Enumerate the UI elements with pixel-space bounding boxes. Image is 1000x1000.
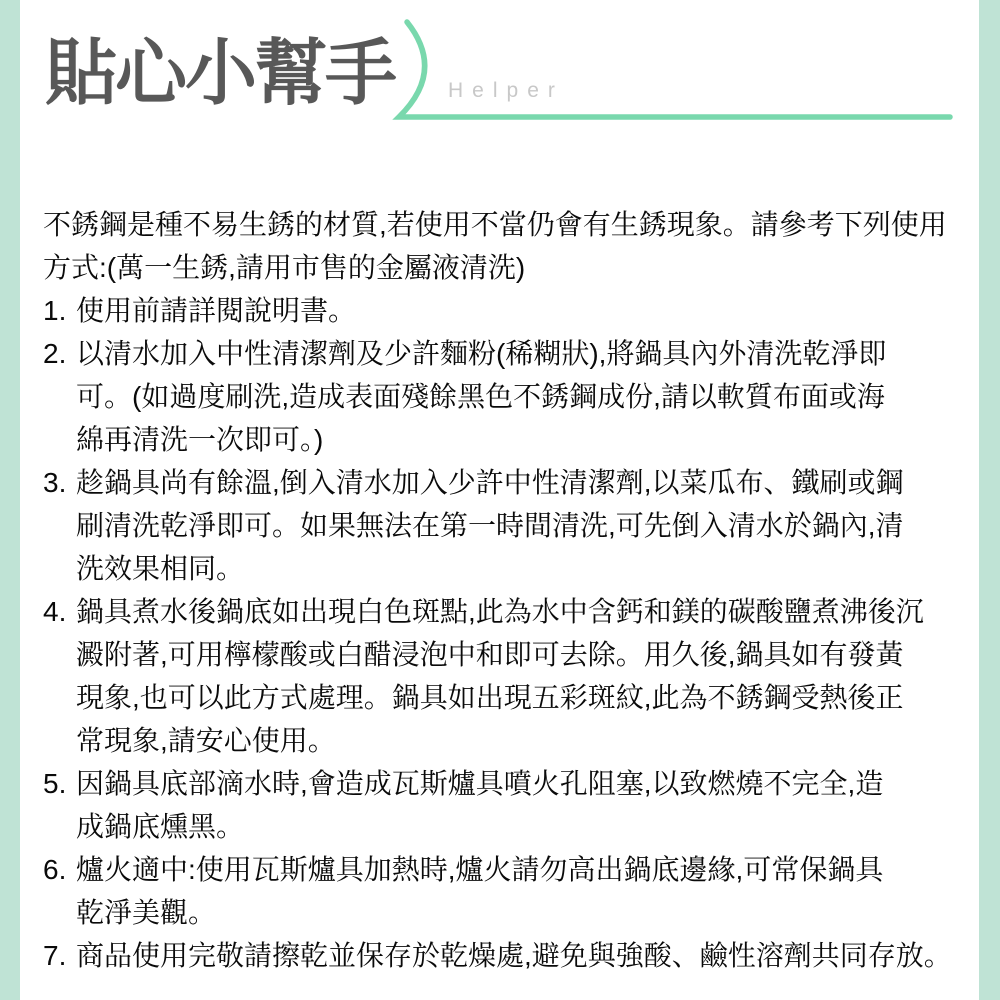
instruction-item <box>43 461 977 590</box>
item-line: 趁鍋具尚有餘溫,倒入清水加入少許中性清潔劑,以菜瓜布、鐵刷或鋼 <box>76 467 904 498</box>
item-line: 以清水加入中性清潔劑及少許麵粉(稀糊狀),將鍋具內外清洗乾淨即 <box>76 338 887 369</box>
left-border-bar <box>0 0 20 1000</box>
intro-line: 不銹鋼是種不易生銹的材質,若使用不當仍會有生銹現象。請參考下列使用 <box>43 209 947 240</box>
item-line: 使用前請詳閱說明書。 <box>76 295 357 326</box>
item-text <box>76 762 977 848</box>
item-number: 7. <box>43 940 67 971</box>
item-text <box>76 934 977 977</box>
instruction-list <box>43 289 977 977</box>
item-text <box>76 332 977 461</box>
item-line: 綿再清洗一次即可。) <box>76 424 324 455</box>
instruction-item <box>43 848 977 934</box>
item-text <box>76 590 977 762</box>
intro-line: 方式:(萬一生銹,請用市售的金屬液清洗) <box>43 252 526 283</box>
instruction-item <box>43 590 977 762</box>
item-text <box>76 848 977 934</box>
page-title: 貼心小幫手 <box>45 34 396 114</box>
item-line: 可。(如過度刷洗,造成表面殘餘黑色不銹鋼成份,請以軟質布面或海 <box>76 381 885 412</box>
item-line: 商品使用完敬請擦乾並保存於乾燥處,避免與強酸、鹼性溶劑共同存放。 <box>76 940 952 971</box>
item-line: 因鍋具底部滴水時,會造成瓦斯爐具噴火孔阻塞,以致燃燒不完全,造 <box>76 768 884 799</box>
care-instructions <box>43 203 977 977</box>
instruction-item <box>43 332 977 461</box>
item-number: 4. <box>43 596 67 627</box>
page-subtitle: Helper <box>448 79 564 102</box>
instruction-item <box>43 934 977 977</box>
item-line: 現象,也可以此方式處理。鍋具如出現五彩斑紋,此為不銹鋼受熱後正 <box>76 682 904 713</box>
item-text <box>76 461 977 590</box>
item-line: 乾淨美觀。 <box>76 897 217 928</box>
item-line: 洗效果相同。 <box>76 553 245 584</box>
right-border-bar <box>979 0 1000 1000</box>
item-number: 6. <box>43 854 67 885</box>
instruction-item <box>43 762 977 848</box>
intro-paragraph <box>43 203 977 289</box>
item-number: 2. <box>43 338 67 369</box>
item-line: 成鍋底燻黑。 <box>76 811 245 842</box>
item-number: 3. <box>43 467 67 498</box>
item-number: 5. <box>43 768 67 799</box>
instruction-item <box>43 289 977 332</box>
item-line: 澱附著,可用檸檬酸或白醋浸泡中和即可去除。用久後,鍋具如有發黃 <box>76 639 904 670</box>
item-line: 爐火適中:使用瓦斯爐具加熱時,爐火請勿高出鍋底邊緣,可常保鍋具 <box>76 854 884 885</box>
item-line: 刷清洗乾淨即可。如果無法在第一時間清洗,可先倒入清水於鍋內,清 <box>76 510 904 541</box>
item-text <box>76 289 977 332</box>
item-line: 鍋具煮水後鍋底如出現白色斑點,此為水中含鈣和鎂的碳酸鹽煮沸後沉 <box>76 596 924 627</box>
item-line: 常現象,請安心使用。 <box>76 725 336 756</box>
item-number: 1. <box>43 295 67 326</box>
